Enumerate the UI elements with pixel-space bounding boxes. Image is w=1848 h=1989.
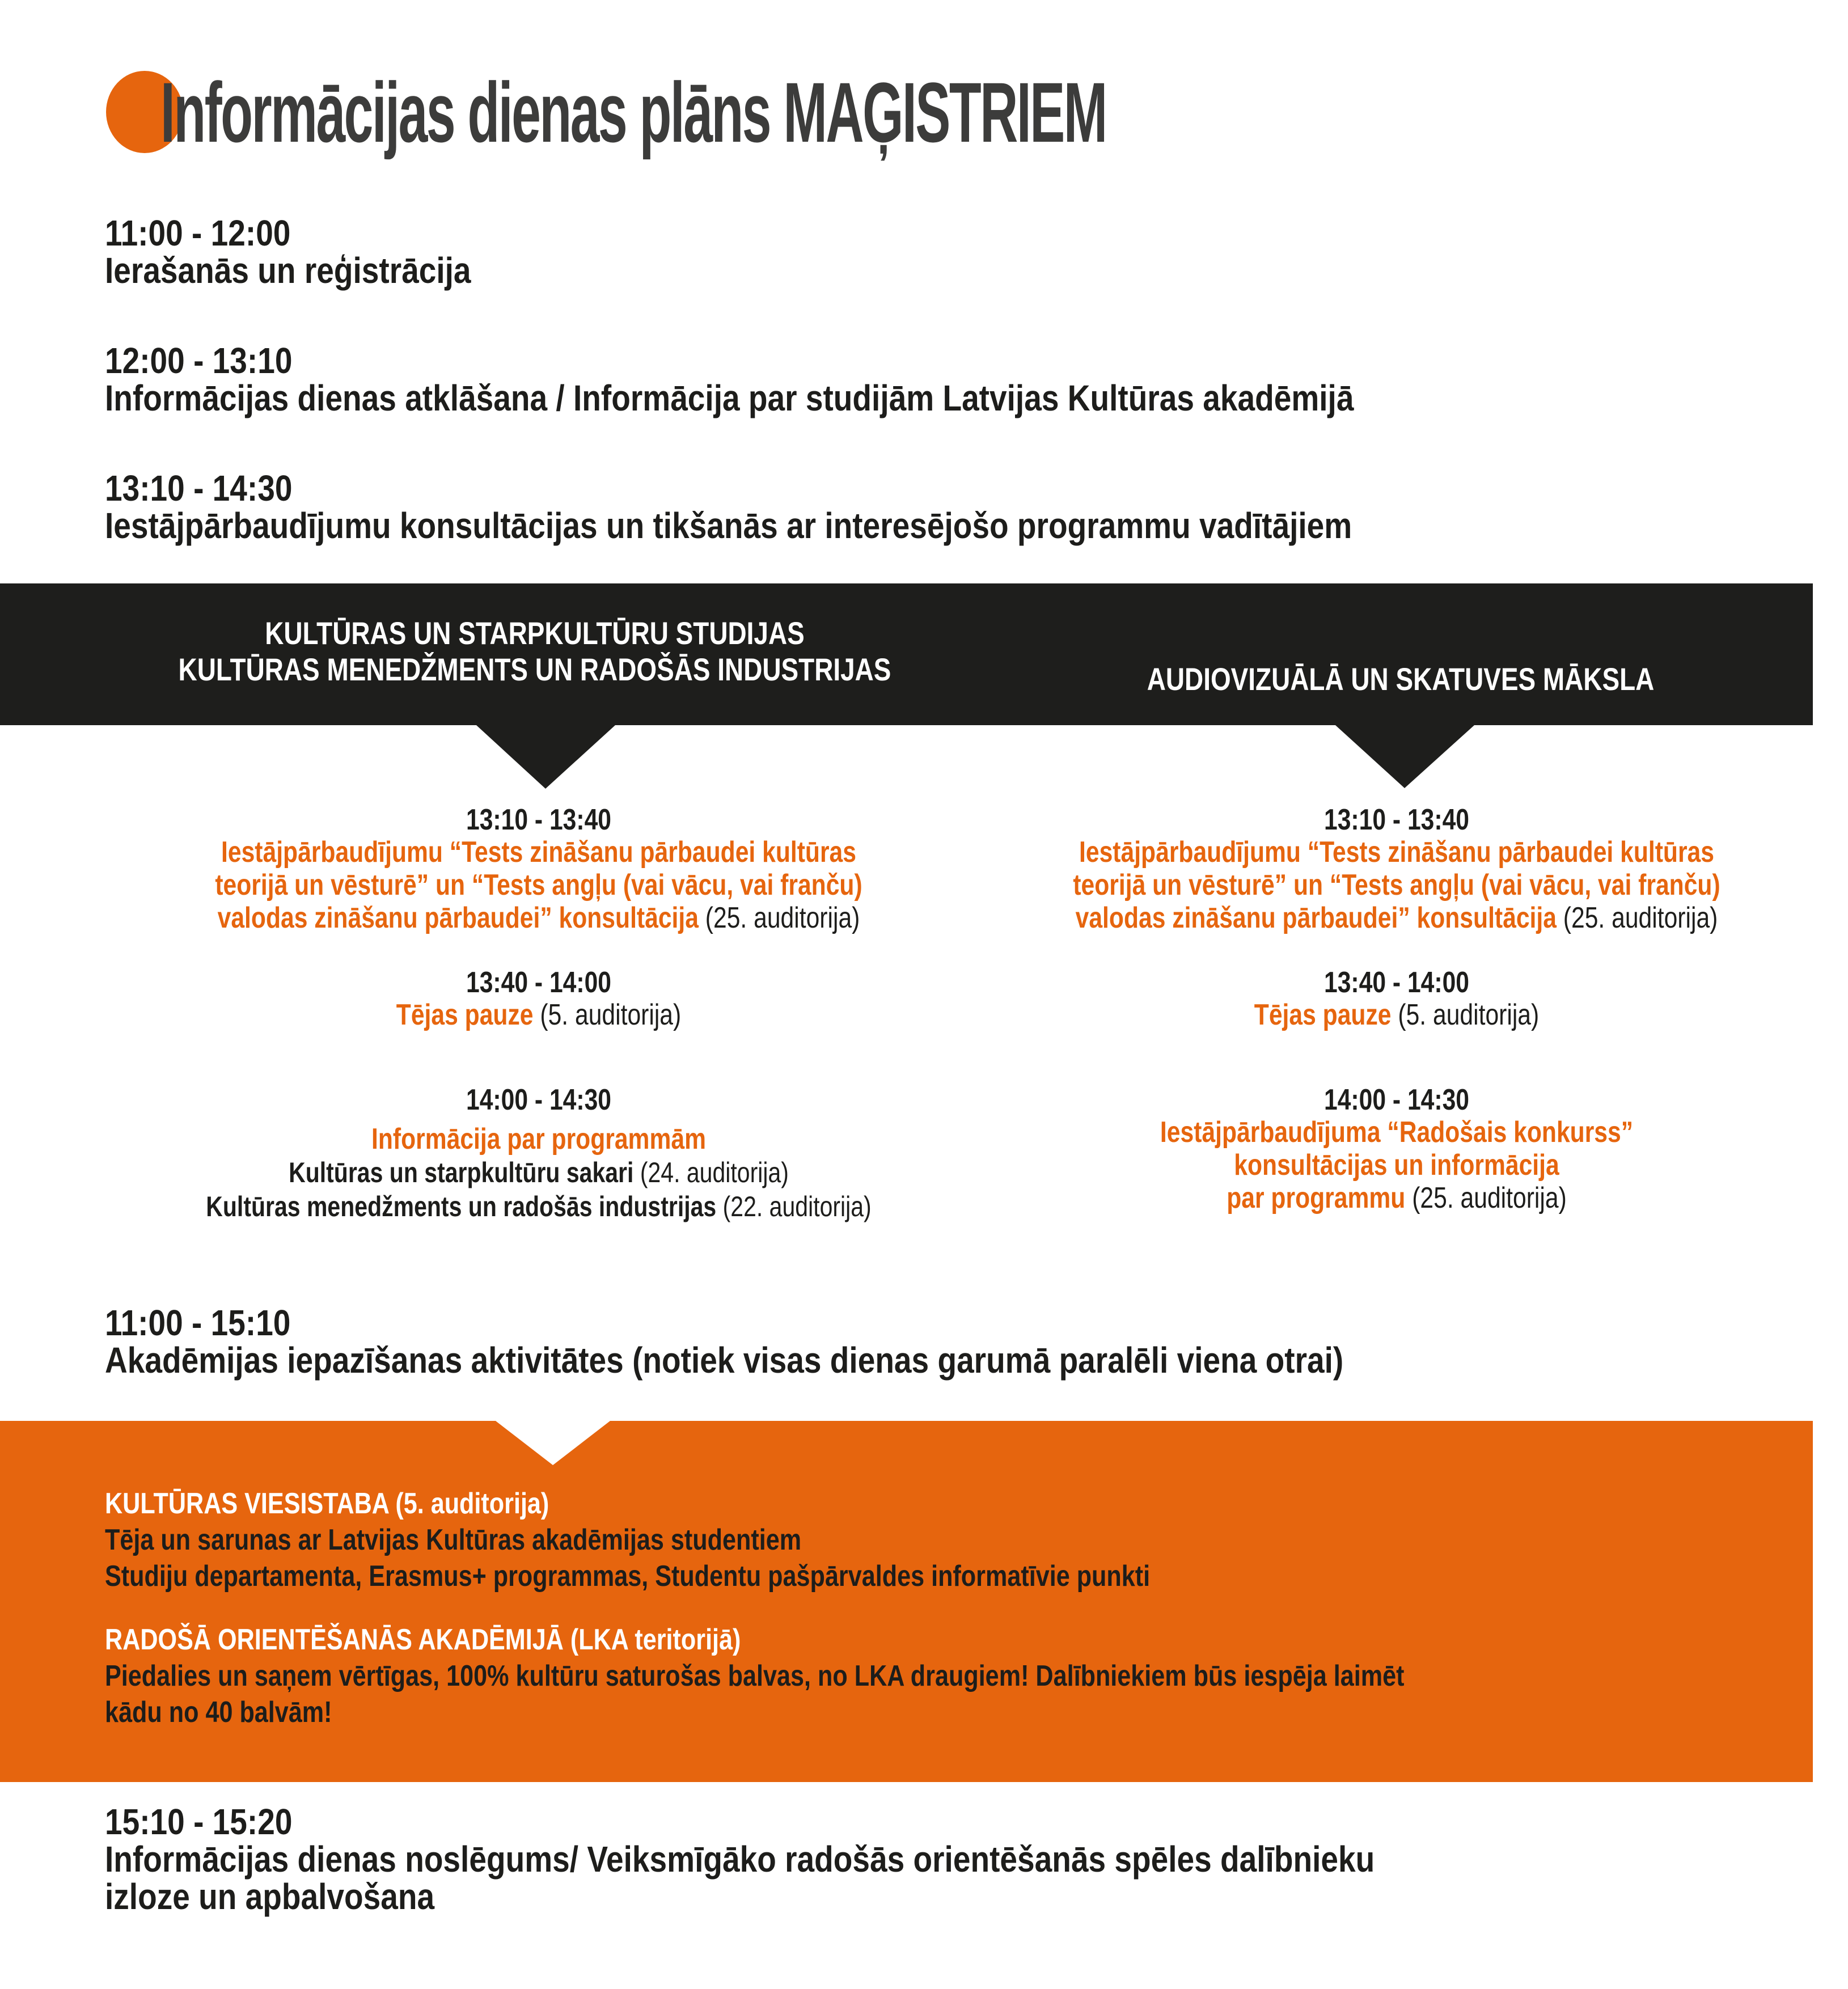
slot-line: valodas zināšanu pārbaudei” konsultācija [1075, 902, 1557, 934]
banner-left-programs [179, 615, 891, 688]
activity-section [105, 1622, 1404, 1730]
page-title: Informācijas dienas plāns MAĢISTRIEM [160, 65, 1106, 160]
activity-line: Piedalies un saņem vērtīgas, 100% kultūru saturošas balvas, no LKA draugiem! Dalībniekiem būs iespēja laimēt [105, 1660, 1405, 1692]
schedule-time: 13:10 - 14:30 [105, 468, 293, 509]
slot-line-with-room [1073, 902, 1720, 934]
slot-line-with-room [1160, 1182, 1633, 1214]
slot-line: par programmu [1227, 1182, 1406, 1214]
schedule-description: izloze un apbalvošana [105, 1876, 435, 1917]
slot-line: Iestājpārbaudījumu “Tests zināšanu pārbaudei kultūras [1079, 836, 1714, 869]
activity-section [105, 1486, 1150, 1594]
schedule-description: Informācijas dienas noslēgums/ Veiksmīgāko radošās orientēšanās spēles dalībnieku [105, 1839, 1375, 1880]
activity-heading: KULTŪRAS VIESISTABA (5. auditorija) [105, 1487, 549, 1520]
room-label: (5. auditorija) [1398, 998, 1540, 1031]
room-label: (22. auditorija) [722, 1191, 872, 1222]
schedule-time: 11:00 - 12:00 [105, 213, 291, 253]
slot-time: 13:10 - 13:40 [466, 803, 611, 836]
room-label: (25. auditorija) [1412, 1182, 1567, 1214]
schedule-time: 11:00 - 15:10 [105, 1302, 291, 1343]
slot-title: Tējas pauze [1254, 998, 1392, 1031]
slot-time: 13:40 - 14:00 [1323, 966, 1469, 999]
slot-title: Tējas pauze [396, 998, 534, 1031]
slot-line: Iestājpārbaudījumu “Tests zināšanu pārbaudei kultūras [221, 836, 856, 869]
schedule-description: Akadēmijas iepazīšanas aktivitātes (notiek visas dienas garumā paralēli viena otrai) [105, 1340, 1344, 1381]
slot-time: 13:10 - 13:40 [1323, 803, 1469, 836]
slot-line: Iestājpārbaudījuma “Radošais konkurss” [1160, 1116, 1634, 1149]
slot-line: valodas zināšanu pārbaudei” konsultācija [217, 902, 699, 934]
program-name: Kultūras menedžments un radošās industrijas [206, 1191, 717, 1222]
slot-time: 14:00 - 14:30 [466, 1084, 612, 1116]
right-slot-consultation [1073, 804, 1720, 934]
left-slot-programs [206, 1084, 871, 1224]
slot-time: 14:00 - 14:30 [1323, 1084, 1470, 1116]
banner-left-line: KULTŪRAS UN STARPKULTŪRU STUDIJAS [265, 615, 805, 651]
room-label: (5. auditorija) [540, 998, 682, 1031]
program-item [206, 1156, 871, 1190]
schedule-item [105, 342, 1354, 417]
schedule-description: Ierašanās un reģistrācija [105, 250, 471, 291]
slot-line: teorijā un vēsturē” un “Tests angļu (vai vācu, vai franču) [1073, 869, 1720, 902]
left-slot-tea-break [396, 967, 681, 1031]
pointer-down-icon [496, 1421, 610, 1465]
slot-title: Informācija par programmām [371, 1123, 707, 1156]
program-name: Kultūras un starpkultūru sakari [289, 1157, 634, 1188]
room-label: (25. auditorija) [1563, 902, 1718, 934]
schedule-item-activities [105, 1304, 1343, 1379]
room-label: (25. auditorija) [705, 902, 860, 934]
activity-line: Tēja un sarunas ar Latvijas Kultūras akadēmijas studentiem [105, 1524, 802, 1556]
activity-heading: RADOŠĀ ORIENTĒŠANĀS AKADĒMIJĀ (LKA teritorijā) [105, 1623, 741, 1656]
schedule-item-closing [105, 1803, 1375, 1915]
room-label: (24. auditorija) [640, 1157, 789, 1188]
slot-line-with-room [1254, 998, 1539, 1031]
schedule-item [105, 469, 1352, 544]
program-item [206, 1190, 871, 1224]
activity-line: Studiju departamenta, Erasmus+ programmas, Studentu pašpārvaldes informatīvie punkti [105, 1560, 1151, 1593]
slot-line-with-room [396, 998, 681, 1031]
schedule-time: 12:00 - 13:10 [105, 340, 293, 381]
banner-right-program: AUDIOVIZUĀLĀ UN SKATUVES MĀKSLA [1147, 661, 1655, 697]
slot-line: konsultācijas un informācija [1234, 1149, 1559, 1182]
pointer-down-icon [1335, 725, 1474, 788]
schedule-item [105, 214, 471, 289]
right-slot-creative-contest [1160, 1084, 1633, 1214]
right-slot-tea-break [1254, 967, 1539, 1031]
banner-left-line: KULTŪRAS MENEDŽMENTS UN RADOŠĀS INDUSTRIJAS [178, 651, 891, 687]
left-slot-consultation [215, 804, 862, 934]
slot-time: 13:40 - 14:00 [466, 966, 611, 999]
pointer-down-icon [476, 725, 615, 789]
slot-line: teorijā un vēsturē” un “Tests angļu (vai vācu, vai franču) [215, 869, 862, 902]
schedule-time: 15:10 - 15:20 [105, 1801, 293, 1842]
schedule-description: Iestājpārbaudījumu konsultācijas un tikšanās ar interesējošo programmu vadītājiem [105, 505, 1352, 546]
slot-line-with-room [215, 902, 862, 934]
activity-line: kādu no 40 balvām! [105, 1696, 332, 1729]
schedule-description: Informācijas dienas atklāšana / Informācija par studijām Latvijas Kultūras akadēmijā [105, 378, 1354, 418]
